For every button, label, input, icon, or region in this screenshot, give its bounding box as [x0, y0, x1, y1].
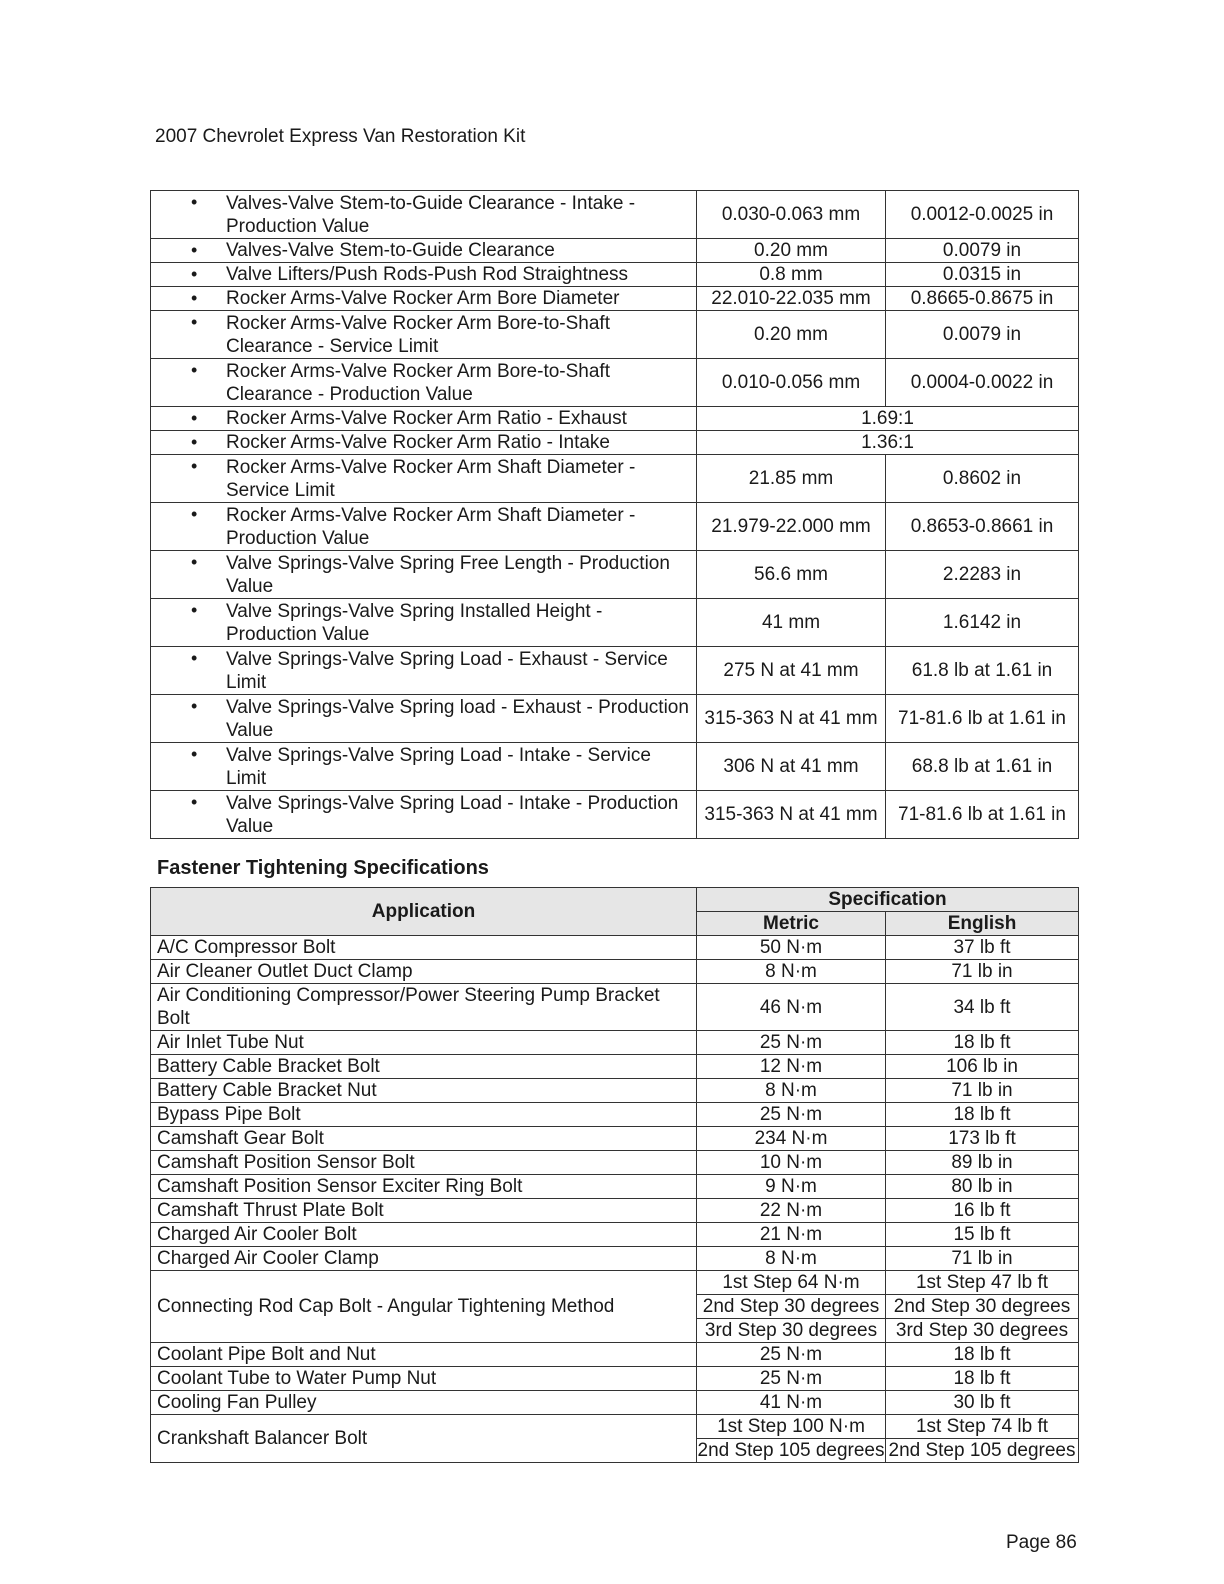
spec-description: • Rocker Arms-Valve Rocker Arm Bore Diameter [151, 287, 697, 311]
fastener-english-value: 18 lb ft [886, 1031, 1079, 1055]
fastener-application: Air Inlet Tube Nut [151, 1031, 697, 1055]
spec-description: • Valve Lifters/Push Rods-Push Rod Straightness [151, 263, 697, 287]
spec-description: • Rocker Arms-Valve Rocker Arm Ratio - Intake [151, 431, 697, 455]
spec-description: • Valve Springs-Valve Spring Load - Intake - Production Value [151, 791, 697, 839]
spec-row [151, 191, 1079, 239]
fastener-row [151, 960, 1079, 984]
fastener-metric-value: 41 N·m [697, 1391, 886, 1415]
application-header: Application [151, 888, 697, 936]
spec-english-value: 1.6142 in [886, 599, 1079, 647]
fastener-metric-value: 25 N·m [697, 1103, 886, 1127]
fastener-metric-value: 2nd Step 105 degrees [697, 1440, 885, 1461]
document-header: 2007 Chevrolet Express Van Restoration Kit [155, 126, 526, 147]
spec-ratio-value: 1.69:1 [697, 407, 1079, 431]
fastener-metric-value: 25 N·m [697, 1031, 886, 1055]
fastener-application: Air Conditioning Compressor/Power Steering Pump Bracket Bolt [151, 984, 697, 1031]
spec-description: • Valve Springs-Valve Spring Load - Exhaust - Service Limit [151, 647, 697, 695]
fastener-metric-value: 25 N·m [697, 1367, 886, 1391]
spec-english-value: 2.2283 in [886, 551, 1079, 599]
fastener-english-value: 37 lb ft [886, 936, 1079, 960]
spec-metric-value: 0.8 mm [697, 263, 886, 287]
fastener-english-value: 16 lb ft [886, 1199, 1079, 1223]
spec-english-value: 0.0079 in [886, 311, 1079, 359]
fastener-row [151, 1199, 1079, 1223]
fastener-row [151, 1247, 1079, 1271]
fastener-metric-value: 25 N·m [697, 1343, 886, 1367]
spec-metric-value: 56.6 mm [697, 551, 886, 599]
fastener-metric-value: 21 N·m [697, 1223, 886, 1247]
spec-row [151, 455, 1079, 503]
fastener-english-value: 1st Step 47 lb ft [886, 1271, 1079, 1295]
spec-description: • Valve Springs-Valve Spring Installed Height - Production Value [151, 599, 697, 647]
fastener-metric-value: 8 N·m [697, 1247, 886, 1271]
specification-header: Specification [697, 888, 1079, 912]
fastener-metric-value: 1st Step 100 N·m [697, 1415, 886, 1439]
spec-description: • Valve Springs-Valve Spring Load - Intake - Service Limit [151, 743, 697, 791]
fastener-row [151, 1103, 1079, 1127]
spec-row [151, 503, 1079, 551]
spec-row [151, 287, 1079, 311]
spec-description: • Rocker Arms-Valve Rocker Arm Bore-to-Shaft Clearance - Service Limit [151, 311, 697, 359]
fastener-english-value: 71 lb in [886, 960, 1079, 984]
fastener-metric-value: 9 N·m [697, 1175, 886, 1199]
spec-english-value: 0.8602 in [886, 455, 1079, 503]
spec-row [151, 359, 1079, 407]
fastener-metric-value: 10 N·m [697, 1151, 886, 1175]
fastener-application: Camshaft Position Sensor Exciter Ring Bolt [151, 1175, 697, 1199]
fastener-metric-value: 46 N·m [697, 984, 886, 1031]
fastener-english-value: 18 lb ft [886, 1103, 1079, 1127]
spec-metric-value: 41 mm [697, 599, 886, 647]
spec-row [151, 311, 1079, 359]
spec-row [151, 431, 1079, 455]
fastener-english-value: 2nd Step 30 degrees [886, 1295, 1079, 1319]
spec-row [151, 791, 1079, 839]
fastener-row [151, 1391, 1079, 1415]
fastener-row [151, 1079, 1079, 1103]
spec-description: • Valves-Valve Stem-to-Guide Clearance - Intake - Production Value [151, 191, 697, 239]
page-number: Page 86 [1006, 1532, 1077, 1553]
fastener-row [151, 1031, 1079, 1055]
fastener-english-value: 34 lb ft [886, 984, 1079, 1031]
fastener-application: Charged Air Cooler Clamp [151, 1247, 697, 1271]
fastener-application: Air Cleaner Outlet Duct Clamp [151, 960, 697, 984]
spec-metric-value: 0.030-0.063 mm [697, 191, 886, 239]
spec-row [151, 239, 1079, 263]
fastener-metric-value: 12 N·m [697, 1055, 886, 1079]
fastener-english-value: 1st Step 74 lb ft [886, 1415, 1079, 1439]
fastener-application: Coolant Pipe Bolt and Nut [151, 1343, 697, 1367]
spec-english-value: 68.8 lb at 1.61 in [886, 743, 1079, 791]
fastener-row [151, 1367, 1079, 1391]
fastener-step-row [151, 1415, 1079, 1439]
fastener-application: Battery Cable Bracket Nut [151, 1079, 697, 1103]
fastener-table [150, 887, 1079, 1463]
fastener-row [151, 936, 1079, 960]
fastener-english-value: 173 lb ft [886, 1127, 1079, 1151]
fastener-english-value: 71 lb in [886, 1079, 1079, 1103]
fastener-metric-value: 8 N·m [697, 1079, 886, 1103]
fastener-application: Cooling Fan Pulley [151, 1391, 697, 1415]
fastener-application: Charged Air Cooler Bolt [151, 1223, 697, 1247]
spec-description: • Rocker Arms-Valve Rocker Arm Bore-to-Shaft Clearance - Production Value [151, 359, 697, 407]
spec-row [151, 647, 1079, 695]
spec-english-value: 0.0004-0.0022 in [886, 359, 1079, 407]
fastener-application: A/C Compressor Bolt [151, 936, 697, 960]
spec-description: • Rocker Arms-Valve Rocker Arm Shaft Diameter - Service Limit [151, 455, 697, 503]
fastener-row [151, 1175, 1079, 1199]
spec-metric-value: 0.010-0.056 mm [697, 359, 886, 407]
fastener-english-value: 30 lb ft [886, 1391, 1079, 1415]
english-header: English [886, 912, 1079, 936]
spec-row [151, 263, 1079, 287]
spec-row [151, 743, 1079, 791]
spec-english-value: 0.0315 in [886, 263, 1079, 287]
metric-header: Metric [697, 912, 886, 936]
spec-row [151, 407, 1079, 431]
spec-metric-value: 21.85 mm [697, 455, 886, 503]
fastener-row [151, 1223, 1079, 1247]
fastener-application: Crankshaft Balancer Bolt [151, 1415, 697, 1463]
section-title: Fastener Tightening Specifications [157, 857, 489, 879]
fastener-english-value: 89 lb in [886, 1151, 1079, 1175]
spec-english-value: 61.8 lb at 1.61 in [886, 647, 1079, 695]
fastener-row [151, 1127, 1079, 1151]
spec-metric-value: 315-363 N at 41 mm [697, 791, 886, 839]
fastener-english-value: 18 lb ft [886, 1367, 1079, 1391]
spec-metric-value: 0.20 mm [697, 239, 886, 263]
fastener-row [151, 1055, 1079, 1079]
spec-description: • Valves-Valve Stem-to-Guide Clearance [151, 239, 697, 263]
spec-description: • Rocker Arms-Valve Rocker Arm Ratio - Exhaust [151, 407, 697, 431]
fastener-english-value: 71 lb in [886, 1247, 1079, 1271]
spec-english-value: 0.0079 in [886, 239, 1079, 263]
fastener-application: Coolant Tube to Water Pump Nut [151, 1367, 697, 1391]
fastener-english-value: 2nd Step 105 degrees [886, 1439, 1079, 1463]
spec-english-value: 0.0012-0.0025 in [886, 191, 1079, 239]
spec-row [151, 695, 1079, 743]
fastener-metric-value: 2nd Step 30 degrees [697, 1295, 886, 1319]
spec-row [151, 599, 1079, 647]
spec-english-value: 71-81.6 lb at 1.61 in [886, 791, 1079, 839]
fastener-metric-value: 22 N·m [697, 1199, 886, 1223]
fastener-english-value: 80 lb in [886, 1175, 1079, 1199]
spec-metric-value: 0.20 mm [697, 311, 886, 359]
fastener-metric-value: 234 N·m [697, 1127, 886, 1151]
fastener-application: Camshaft Thrust Plate Bolt [151, 1199, 697, 1223]
fastener-metric-value: 50 N·m [697, 936, 886, 960]
fastener-application: Connecting Rod Cap Bolt - Angular Tightening Method [151, 1271, 697, 1343]
spec-metric-value: 22.010-22.035 mm [697, 287, 886, 311]
fastener-metric-value: 3rd Step 30 degrees [697, 1319, 886, 1343]
fastener-application: Battery Cable Bracket Bolt [151, 1055, 697, 1079]
fastener-english-value: 15 lb ft [886, 1223, 1079, 1247]
spec-english-value: 71-81.6 lb at 1.61 in [886, 695, 1079, 743]
fastener-row [151, 1343, 1079, 1367]
fastener-row [151, 984, 1079, 1031]
spec-metric-value: 21.979-22.000 mm [697, 503, 886, 551]
fastener-application: Camshaft Gear Bolt [151, 1127, 697, 1151]
valve-spec-table [150, 190, 1079, 839]
fastener-application: Camshaft Position Sensor Bolt [151, 1151, 697, 1175]
fastener-application: Bypass Pipe Bolt [151, 1103, 697, 1127]
spec-row [151, 551, 1079, 599]
spec-english-value: 0.8653-0.8661 in [886, 503, 1079, 551]
spec-description: • Valve Springs-Valve Spring Free Length - Production Value [151, 551, 697, 599]
spec-english-value: 0.8665-0.8675 in [886, 287, 1079, 311]
fastener-row [151, 1151, 1079, 1175]
spec-description: • Valve Springs-Valve Spring load - Exhaust - Production Value [151, 695, 697, 743]
fastener-metric-value: 8 N·m [697, 960, 886, 984]
spec-description: • Rocker Arms-Valve Rocker Arm Shaft Diameter - Production Value [151, 503, 697, 551]
fastener-english-value: 18 lb ft [886, 1343, 1079, 1367]
spec-metric-value: 315-363 N at 41 mm [697, 695, 886, 743]
spec-metric-value: 275 N at 41 mm [697, 647, 886, 695]
spec-metric-value: 306 N at 41 mm [697, 743, 886, 791]
fastener-metric-value: 1st Step 64 N·m [697, 1271, 886, 1295]
fastener-step-row [151, 1271, 1079, 1295]
spec-ratio-value: 1.36:1 [697, 431, 1079, 455]
fastener-english-value: 3rd Step 30 degrees [886, 1319, 1079, 1343]
fastener-english-value: 106 lb in [886, 1055, 1079, 1079]
